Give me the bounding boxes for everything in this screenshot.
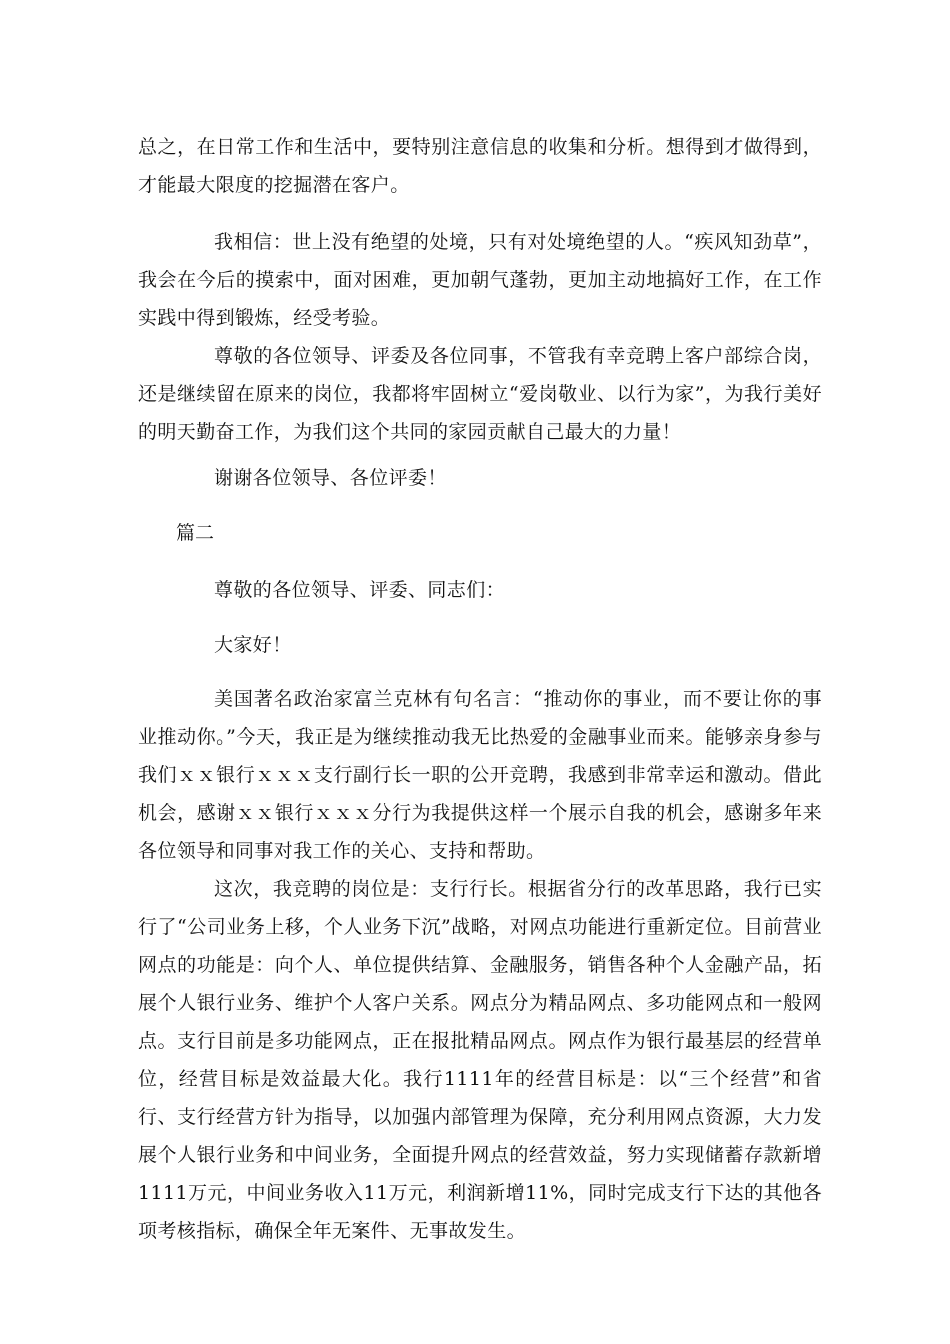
paragraph-greeting: 大家好！ (214, 634, 292, 656)
paragraph-respect: 尊敬的各位领导、评委及各位同事，不管我有幸竞聘上客户部综合岗，还是继续留在原来的岗位，我都将牢固树立“爱岗敬业、以行为家”，为我行美好的明天勤奋工作，为我们这个共同的家园贡献自己最大的力量！ (138, 345, 822, 443)
paragraph-summary: 总之，在日常工作和生活中，要特别注意信息的收集和分析。想得到才做得到，才能最大限度的挖掘潜在客户。 (138, 136, 822, 196)
section-heading: 篇二 (176, 522, 215, 544)
paragraph-belief: 我相信：世上没有绝望的处境，只有对处境绝望的人。“疾风知劲草”，我会在今后的摸索中，面对困难，更加朝气蓬勃，更加主动地搞好工作，在工作实践中得到锻炼，经受考验。 (138, 231, 822, 329)
paragraph-quote: 美国著名政治家富兰克林有句名言：“推动你的事业，而不要让你的事业推动你。”今天，我正是为继续推动我无比热爱的金融事业而来。能够亲身参与我们ｘｘ银行ｘｘｘ支行副行长一职的公开竞聘，我感到非常幸运和激动。借此机会，感谢ｘｘ银行ｘｘｘ分行为我提供这样一个展示自我的机会，感谢多年来各位领导和同事对我工作的关心、支持和帮助。 (138, 688, 822, 862)
paragraph-position: 这次，我竞聘的岗位是：支行行长。根据省分行的改革思路，我行已实行了“公司业务上移，个人业务下沉”战略，对网点功能进行重新定位。目前营业网点的功能是：向个人、单位提供结算、金融服务，销售各种个人金融产品，拓展个人银行业务、维护个人客户关系。网点分为精品网点、多功能网点和一般网点。支行目前是多功能网点，正在报批精品网点。网点作为银行最基层的经营单位，经营目标是效益最大化。我行1111年的经营目标是：以“三个经营”和省行、支行经营方针为指导，以加强内部管理为保障，充分利用网点资源，大力发展个人银行业务和中间业务，全面提升网点的经营效益，努力实现储蓄存款新增1111万元，中间业务收入11万元，利润新增11%，同时完成支行下达的其他各项考核指标，确保全年无案件、无事故发生。 (138, 878, 822, 1242)
paragraph-salutation: 尊敬的各位领导、评委、同志们： (214, 579, 506, 601)
paragraph-thanks: 谢谢各位领导、各位评委！ (214, 467, 447, 489)
